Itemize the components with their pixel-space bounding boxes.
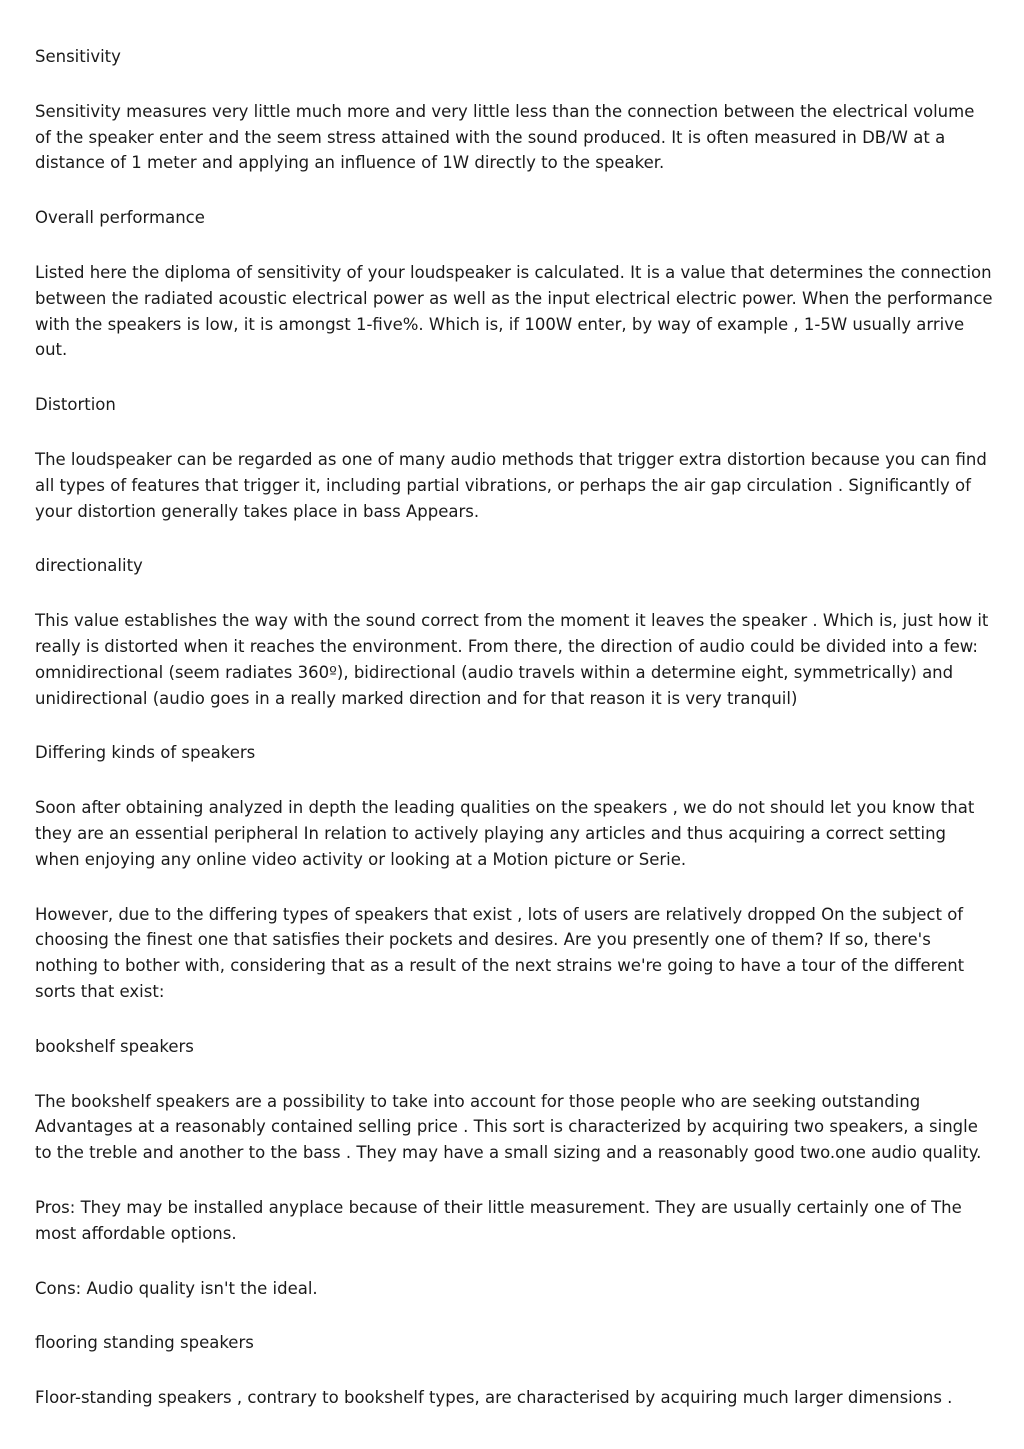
paragraph-overall-performance: Listed here the diploma of sensitivity of your loudspeaker is calculated. It is a value that determines the connection between the radiated acoustic electrical power as well as the input electrical electric power. When the performance with the speakers is low, it is amongst 1-five%. Which is, if 100W enter, by way of example , 1-5W usually arrive out. (35, 262, 993, 360)
paragraph-bookshelf-speakers: The bookshelf speakers are a possibility to take into account for those people who are seeking outstanding Advantages at a reasonably contained selling price . This sort is characterized by acquiring two speakers, a single to the treble and another to the bass . They may have a small sizing and a reasonably good two.one audio quality. (35, 1091, 982, 1163)
section-heading-distortion: Distortion (35, 395, 116, 415)
paragraph-bookshelf-pros: Pros: They may be installed anyplace because of their little measurement. They are usually certainly one of The most affordable options. (35, 1197, 962, 1243)
paragraph-distortion: The loudspeaker can be regarded as one of many audio methods that trigger extra distortion because you can find all types of features that trigger it, including partial vibrations, or perhaps the air gap circulation . Significantly of your distortion generally takes place in bass Appears. (35, 449, 987, 521)
paragraph-speaker-kinds-intro: Soon after obtaining analyzed in depth the leading qualities on the speakers , we do not should let you know that they are an essential peripheral In relation to actively playing any articles and thus acquiring a correct setting when enjoying any online video activity or looking at a Motion picture or Serie. (35, 798, 975, 869)
section-heading-bookshelf-speakers: bookshelf speakers (35, 1036, 194, 1056)
section-heading-sensitivity: Sensitivity (35, 47, 121, 66)
paragraph-speaker-kinds-tour: However, due to the differing types of speakers that exist , lots of users are relatively dropped On the subject of choosing the finest one that satisfies their pockets and desires. Are you presently one of them? If so, there's nothing to bother with, considering that as a result of the next strains we're going to have a tour of the different sorts that exist: (35, 904, 965, 1001)
section-heading-overall-performance: Overall performance (35, 208, 205, 228)
section-heading-directionality: directionality (35, 556, 143, 576)
section-heading-speaker-kinds: Differing kinds of speakers (35, 743, 256, 763)
document-body (35, 44, 995, 1440)
paragraph-sensitivity: Sensitivity measures very little much more and very little less than the connection between the electrical volume of the speaker enter and the seem stress attained with the sound produced. It is often measured in DB/W at a distance of 1 meter and applying an influence of 1W directly to the speaker. (35, 101, 975, 173)
section-heading-floor-standing-speakers: flooring standing speakers (35, 1333, 254, 1353)
paragraph-floor-standing-speakers: Floor-standing speakers , contrary to bookshelf types, are characterised by acquiring much larger dimensions . (35, 1388, 953, 1408)
paragraph-bookshelf-cons: Cons: Audio quality isn't the ideal. (35, 1278, 318, 1298)
paragraph-directionality: This value establishes the way with the sound correct from the moment it leaves the speaker . Which is, just how it really is distorted when it reaches the environment. From there, the direction of audio could be divided into a few: omnidirectional (seem radiates 360º), bidirectional (audio travels within a determine eight, symmetrically) and unidirectional (audio goes in a really marked direction and for that reason it is very tranquil) (35, 611, 989, 708)
